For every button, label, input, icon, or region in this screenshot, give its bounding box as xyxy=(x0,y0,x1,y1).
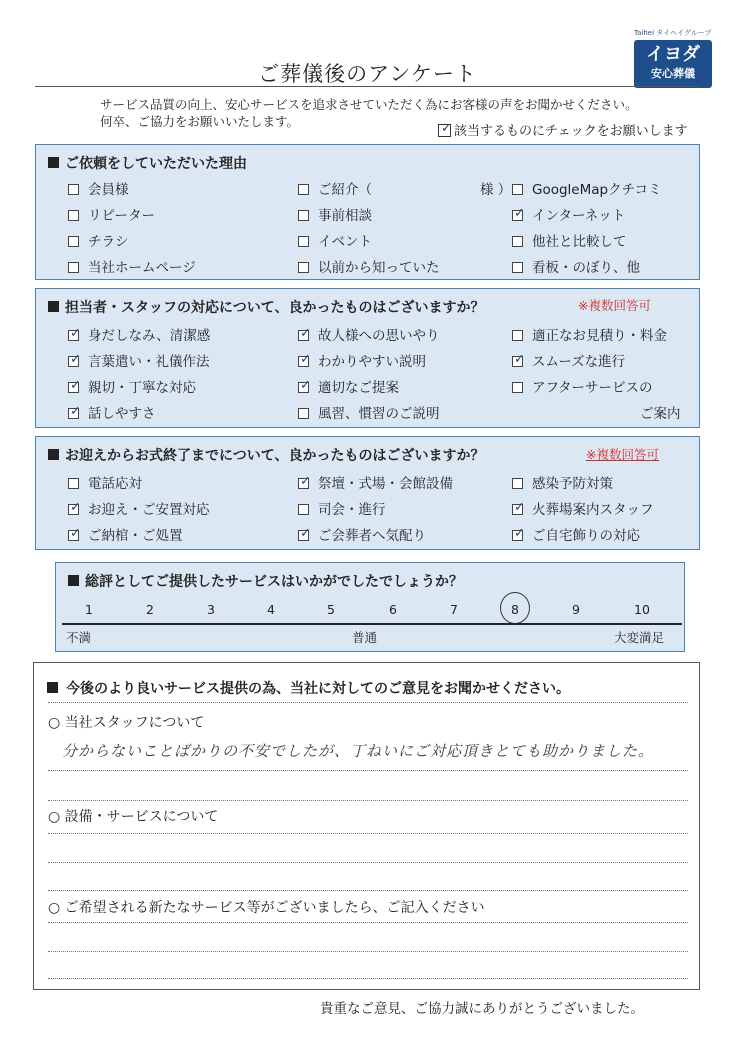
dotted-line xyxy=(48,978,688,979)
thank-you-note: 貴重なご意見、ご協力誠にありがとうございました。 xyxy=(320,1001,644,1017)
option-homepage[interactable]: 当社ホームページ xyxy=(68,256,196,276)
check-instruction xyxy=(438,120,688,139)
dotted-line xyxy=(48,800,688,801)
option-googlemap[interactable]: GoogleMapクチコミ xyxy=(512,178,662,198)
option-manners[interactable]: ✓言葉遣い・礼儀作法 xyxy=(68,350,210,370)
checkbox-checked[interactable] xyxy=(298,382,309,393)
dotted-line xyxy=(48,862,688,863)
option-encoffining[interactable]: ✓ご納棺・ご処置 xyxy=(68,524,183,544)
checkbox-checked[interactable] xyxy=(512,356,523,367)
checkbox[interactable] xyxy=(68,478,79,489)
checkbox-checked[interactable] xyxy=(298,530,309,541)
option-known[interactable]: 以前から知っていた xyxy=(298,256,440,276)
checkbox-checked[interactable] xyxy=(512,210,523,221)
scale-line xyxy=(62,623,682,625)
option-signboard[interactable]: 看板・のぼり、他 xyxy=(512,256,640,276)
checkbox[interactable] xyxy=(298,184,309,195)
scale-10[interactable]: 10 xyxy=(634,602,650,617)
checkbox[interactable] xyxy=(68,262,79,273)
checkbox-checked[interactable] xyxy=(512,530,523,541)
option-proposal[interactable]: ✓ 適切なご提案 xyxy=(298,376,399,396)
option-mourners[interactable]: ✓ ご会葬者へ気配り xyxy=(298,524,426,544)
dotted-line xyxy=(48,890,688,891)
intro-line-1: サービス品質の向上、安心サービスを追求させていただく為にお客様の声をお聞かせください。 xyxy=(100,97,638,112)
scale-6[interactable]: 6 xyxy=(389,602,397,617)
selected-rating-circle xyxy=(500,592,530,624)
checkbox-checked[interactable] xyxy=(68,330,79,341)
dotted-line xyxy=(48,951,688,952)
scale-2[interactable]: 2 xyxy=(146,602,154,617)
option-crematorium-staff[interactable]: ✓ 火葬場案内スタッフ xyxy=(512,498,654,518)
option-prior-consult[interactable]: 事前相談 xyxy=(298,204,372,224)
question-facilities: ○ 設備・サービスについて xyxy=(48,809,219,825)
option-event[interactable]: イベント xyxy=(298,230,372,250)
checkbox-checked[interactable] xyxy=(298,356,309,367)
section-reason-title: ご依頼をしていただいた理由 xyxy=(48,153,247,173)
checkbox-sample: ✓ xyxy=(438,124,451,137)
scale-9[interactable]: 9 xyxy=(572,602,580,617)
option-referral[interactable]: ご紹介（ 様 ） xyxy=(298,178,511,198)
option-flyer[interactable]: チラシ xyxy=(68,230,129,250)
scale-high-label: 大変満足 xyxy=(614,630,665,645)
scale-7[interactable]: 7 xyxy=(450,602,458,617)
checkbox[interactable] xyxy=(298,236,309,247)
option-member[interactable]: 会員様 xyxy=(68,178,129,198)
dotted-line xyxy=(48,702,688,703)
option-estimate[interactable]: 適正なお見積り・料金 xyxy=(512,324,667,344)
multi-answer-note: ※複数回答可 xyxy=(586,447,659,462)
dotted-line xyxy=(48,770,688,771)
option-aftercare[interactable]: アフターサービスの xyxy=(512,376,653,396)
option-appearance[interactable]: ✓身だしなみ、清潔感 xyxy=(68,324,210,344)
option-facilities[interactable]: ✓ 祭壇・式場・会館設備 xyxy=(298,472,453,492)
option-customs[interactable]: 風習、慣習のご説明 xyxy=(298,402,440,422)
option-infection[interactable]: 感染予防対策 xyxy=(512,472,613,492)
section-overall-title: 総評としてご提供したサービスはいかがでしたでしょうか？ xyxy=(68,571,463,591)
dotted-line xyxy=(48,922,688,923)
checkbox-checked[interactable] xyxy=(68,408,79,419)
logo-name: イヨダ xyxy=(646,44,700,65)
option-phone[interactable]: 電話応対 xyxy=(68,472,142,492)
handwritten-answer-staff[interactable]: 分からないことばかりの不安でしたが、丁ねいにご対応頂きとても助かりました。 xyxy=(62,742,655,760)
logo-group-name: Taihei タイヘイグループ xyxy=(634,29,712,37)
scale-3[interactable]: 3 xyxy=(207,602,215,617)
intro-line-2: 何卒、ご協力をお願いいたします。 xyxy=(100,114,300,129)
option-smooth[interactable]: ✓ スムーズな進行 xyxy=(512,350,625,370)
checkbox[interactable] xyxy=(512,382,523,393)
checkbox[interactable] xyxy=(512,262,523,273)
page-title: ご葬儀後のアンケート xyxy=(258,62,477,86)
checkbox-checked[interactable] xyxy=(68,356,79,367)
checkbox[interactable] xyxy=(512,330,523,341)
option-pickup[interactable]: ✓お迎え・ご安置対応 xyxy=(68,498,210,518)
dotted-line xyxy=(48,833,688,834)
option-repeater[interactable]: リピーター xyxy=(68,204,155,224)
option-mc[interactable]: 司会・進行 xyxy=(298,498,386,518)
checkbox-checked[interactable] xyxy=(298,330,309,341)
checkbox-checked[interactable] xyxy=(68,504,79,515)
checkbox-checked[interactable] xyxy=(68,530,79,541)
option-compare[interactable]: 他社と比較して xyxy=(512,230,627,250)
checkbox-checked[interactable] xyxy=(298,478,309,489)
checkbox-checked[interactable] xyxy=(512,504,523,515)
section-staff-title: 担当者・スタッフの対応について、良かったものはございますか？ xyxy=(48,297,484,317)
scale-4[interactable]: 4 xyxy=(267,602,275,617)
multi-answer-note: ※複数回答可 xyxy=(578,298,651,313)
scale-1[interactable]: 1 xyxy=(85,602,93,617)
checkbox[interactable] xyxy=(298,262,309,273)
checkbox[interactable] xyxy=(512,478,523,489)
section-ceremony-title: お迎えからお式終了までについて、良かったものはございますか？ xyxy=(48,445,484,465)
opinion-title: 今後のより良いサービス提供の為、当社に対してのご意見をお聞かせください。 xyxy=(47,678,570,698)
checkbox-checked[interactable] xyxy=(68,382,79,393)
logo-subtitle: 安心葬儀 xyxy=(651,67,695,80)
scale-low-label: 不満 xyxy=(66,630,92,645)
checkbox[interactable] xyxy=(68,184,79,195)
checkbox[interactable] xyxy=(298,210,309,221)
checkbox[interactable] xyxy=(68,210,79,221)
question-staff: ○ 当社スタッフについて xyxy=(48,715,205,731)
scale-5[interactable]: 5 xyxy=(327,602,335,617)
option-consideration[interactable]: ✓ 故人様への思いやり xyxy=(298,324,440,344)
scale-mid-label: 普通 xyxy=(352,630,378,645)
checkbox[interactable] xyxy=(512,236,523,247)
checkbox[interactable] xyxy=(298,408,309,419)
option-kindness[interactable]: ✓親切・丁寧な対応 xyxy=(68,376,196,396)
option-aftercare-continued: ご案内 xyxy=(640,406,681,422)
checkbox[interactable] xyxy=(512,184,523,195)
scale-8[interactable]: 8 xyxy=(511,602,519,617)
checkbox[interactable] xyxy=(68,236,79,247)
checkbox[interactable] xyxy=(298,504,309,515)
option-internet[interactable]: ✓ インターネット xyxy=(512,204,625,224)
option-approachable[interactable]: ✓話しやすさ xyxy=(68,402,156,422)
check-instruction-text: 該当するものにチェックをお願いします xyxy=(454,124,688,139)
title-underline xyxy=(35,86,700,87)
option-home-decor[interactable]: ✓ ご自宅飾りの対応 xyxy=(512,524,640,544)
question-new-services: ○ ご希望される新たなサービス等がございましたら、ご記入ください xyxy=(48,900,485,916)
option-explanation[interactable]: ✓ わかりやすい説明 xyxy=(298,350,426,370)
